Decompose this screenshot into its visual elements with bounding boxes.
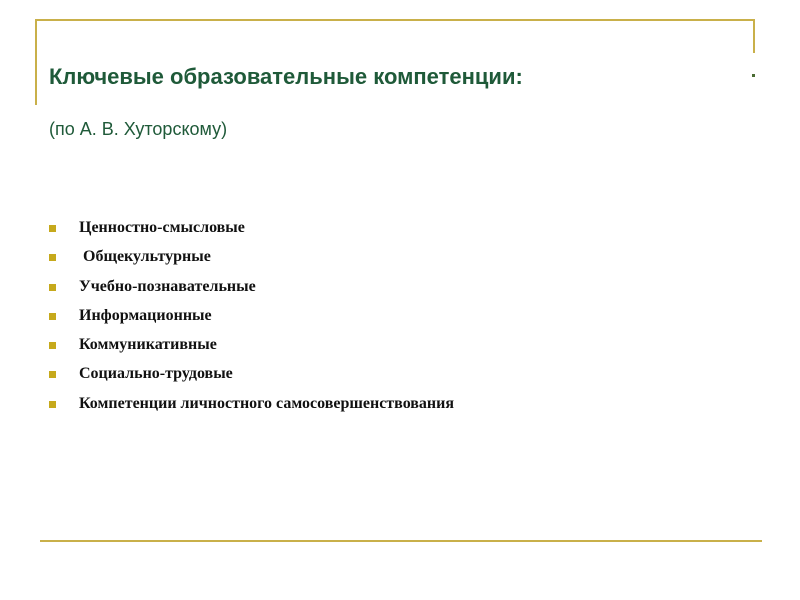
list-item-text: Компетенции личностного самосовершенствования xyxy=(79,394,455,412)
list-item-text: Общекультурные xyxy=(79,248,211,266)
list-item-text: Социально-трудовые xyxy=(79,365,233,383)
frame-line-right xyxy=(753,19,755,53)
list-item-text: Информационные xyxy=(79,306,212,324)
list-item-text: Ценностно-смысловые xyxy=(79,219,245,236)
frame-line-top xyxy=(35,19,755,21)
square-bullet-icon xyxy=(49,342,56,349)
frame-dot xyxy=(752,74,755,77)
frame-line-left xyxy=(35,19,37,105)
square-bullet-icon xyxy=(49,284,56,291)
slide-title: Ключевые образовательные компетенции: xyxy=(49,64,523,89)
list-item-text: Коммуникативные xyxy=(79,336,217,354)
square-bullet-icon xyxy=(49,254,56,261)
list-item-text: Учебно-познавательные xyxy=(79,277,256,295)
square-bullet-icon xyxy=(49,225,56,232)
square-bullet-icon xyxy=(49,371,56,378)
square-bullet-icon xyxy=(49,313,56,320)
square-bullet-icon xyxy=(49,401,56,408)
slide-subtitle: (по А. В. Хуторскому) xyxy=(49,119,228,139)
frame-line-bottom xyxy=(40,540,762,542)
